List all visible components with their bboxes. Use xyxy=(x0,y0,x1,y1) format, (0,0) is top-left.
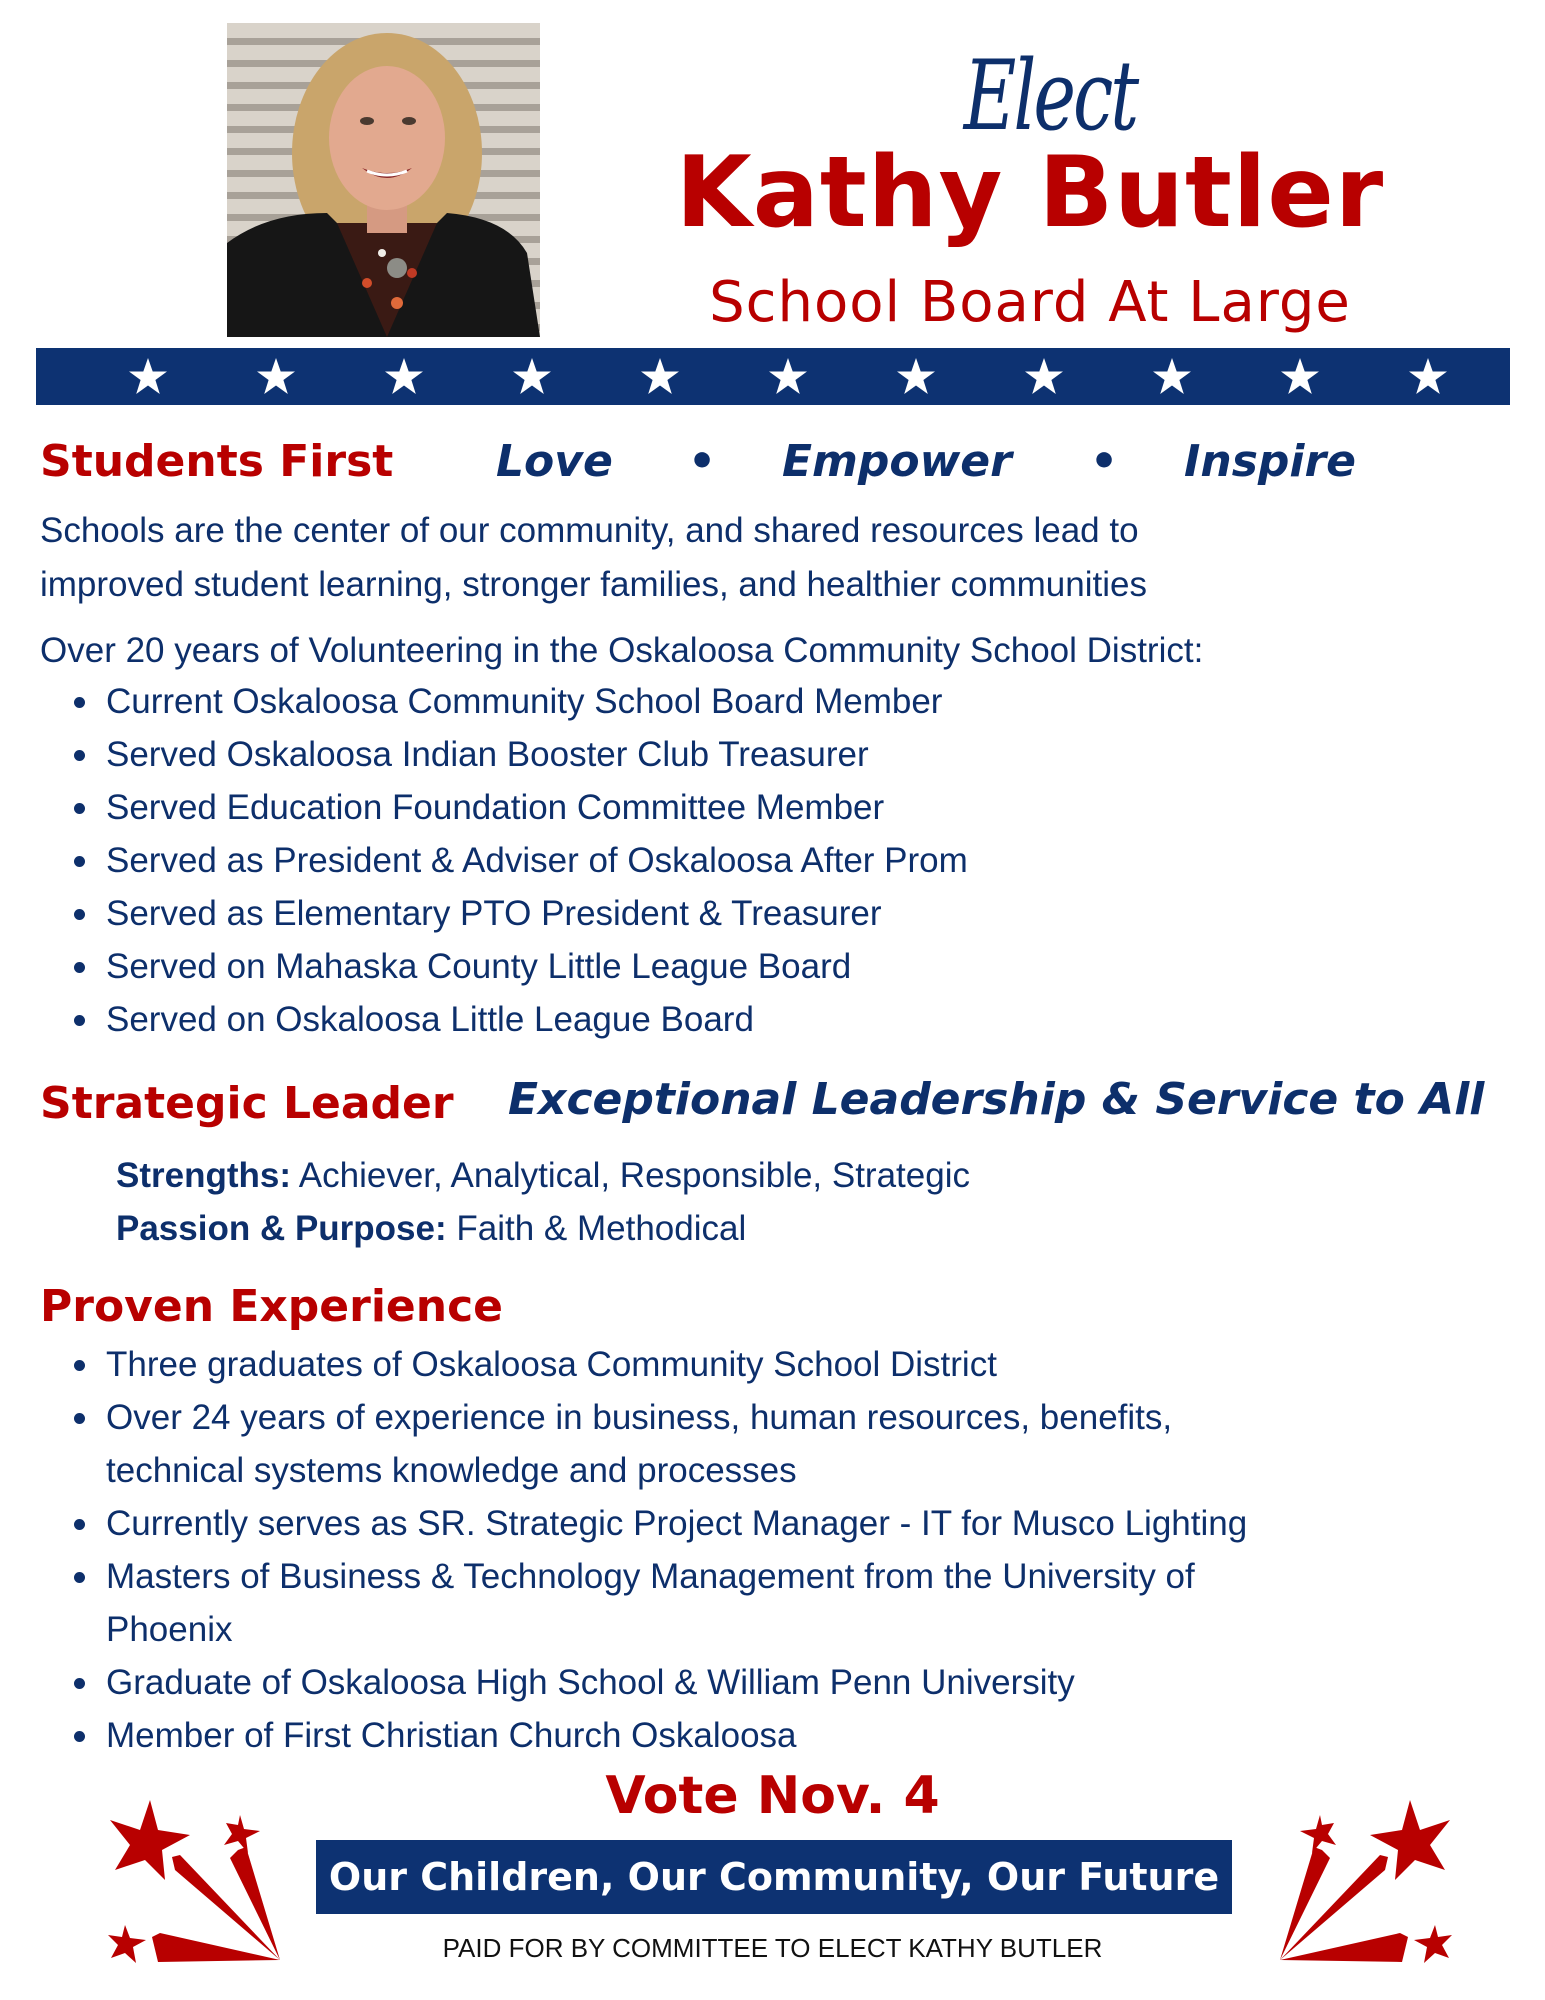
slogan-text: Our Children, Our Community, Our Future xyxy=(328,1855,1220,1899)
volunteer-list xyxy=(40,675,968,1046)
volunteer-intro: Over 20 years of Volunteering in the Oskaloosa Community School District: xyxy=(40,631,1204,670)
office-title: School Board At Large xyxy=(709,270,1351,335)
list-item xyxy=(40,728,968,781)
list-item-text: Over 24 years of experience in business, human resources, benefits, xyxy=(106,1398,1173,1437)
list-item-text: Three graduates of Oskaloosa Community School District xyxy=(106,1345,997,1384)
list-item xyxy=(40,993,968,1046)
star-icon xyxy=(512,357,552,397)
separator-dot: • xyxy=(1090,436,1119,487)
candidate-name: Kathy Butler xyxy=(675,136,1385,250)
star-icon xyxy=(1280,357,1320,397)
list-item xyxy=(40,887,968,940)
list-item-text: Graduate of Oskaloosa High School & William Penn University xyxy=(106,1663,1075,1702)
star-icon xyxy=(384,357,424,397)
statement-line: improved student learning, stronger families, and healthier communities xyxy=(40,565,1147,604)
list-item-text: Phoenix xyxy=(106,1610,233,1649)
star-icon xyxy=(256,357,296,397)
list-item-text: Served as President & Adviser of Oskaloosa After Prom xyxy=(106,841,968,880)
star-icon xyxy=(1024,357,1064,397)
star-icon xyxy=(768,357,808,397)
bullet-icon xyxy=(74,1519,85,1530)
star-icon xyxy=(108,1925,146,1963)
bullet-icon xyxy=(74,1413,85,1424)
shooting-stars-icon xyxy=(1240,1795,1480,1995)
list-item-text: Current Oskaloosa Community School Board Member xyxy=(106,682,943,721)
separator-dot: • xyxy=(688,436,717,487)
experience-list xyxy=(40,1338,1247,1762)
star-icon xyxy=(128,357,168,397)
statement-line: Schools are the center of our community, and shared resources lead to xyxy=(40,511,1139,550)
list-item xyxy=(40,1550,1247,1656)
strengths-value: Achiever, Analytical, Responsible, Strategic xyxy=(291,1156,970,1195)
portrait-image xyxy=(227,23,540,337)
list-item xyxy=(40,1391,1247,1497)
passion-line xyxy=(116,1211,746,1246)
list-item xyxy=(40,1709,1247,1762)
bullet-icon xyxy=(74,750,85,761)
star-icon xyxy=(224,1815,260,1853)
list-item xyxy=(40,781,968,834)
list-item-text: Served as Elementary PTO President & Treasurer xyxy=(106,894,882,933)
bullet-icon xyxy=(74,697,85,708)
elect-script-title: Elect xyxy=(963,40,1137,152)
list-item-text: Served on Mahaska County Little League Board xyxy=(106,947,852,986)
star-trail xyxy=(230,1847,280,1960)
bullet-icon xyxy=(74,1572,85,1583)
star-icon xyxy=(1152,357,1192,397)
list-item xyxy=(40,834,968,887)
candidate-photo xyxy=(227,23,540,337)
vote-date: Vote Nov. 4 xyxy=(605,1766,940,1826)
list-item xyxy=(40,1497,1247,1550)
strengths-line xyxy=(116,1158,970,1193)
list-item xyxy=(40,1656,1247,1709)
bullet-icon xyxy=(74,962,85,973)
passion-value: Faith & Methodical xyxy=(446,1209,747,1248)
value-love: Love xyxy=(496,436,613,487)
bullet-icon xyxy=(74,1015,85,1026)
list-item-text: Currently serves as SR. Strategic Project Manager - IT for Musco Lighting xyxy=(106,1504,1248,1543)
star-icon xyxy=(896,357,936,397)
list-item-text: technical systems knowledge and processes xyxy=(106,1451,797,1490)
bullet-icon xyxy=(74,856,85,867)
bullet-icon xyxy=(74,1360,85,1371)
list-item xyxy=(40,940,968,993)
star-trail xyxy=(152,1933,280,1962)
value-inspire: Inspire xyxy=(1184,436,1357,487)
star-icon xyxy=(1300,1815,1336,1853)
slogan-bar xyxy=(316,1840,1232,1914)
paid-for-disclaimer: PAID FOR BY COMMITTEE TO ELECT KATHY BUTLER xyxy=(442,1933,1103,1963)
list-item-text: Served on Oskaloosa Little League Board xyxy=(106,1000,754,1039)
list-item xyxy=(40,1338,1247,1391)
list-item-text: Member of First Christian Church Oskaloosa xyxy=(106,1716,797,1755)
value-empower: Empower xyxy=(782,436,1012,487)
proven-experience-heading: Proven Experience xyxy=(40,1281,503,1332)
bullet-icon xyxy=(74,1678,85,1689)
star-trail xyxy=(1280,1847,1330,1960)
star-trail xyxy=(1280,1933,1408,1962)
list-item-text: Masters of Business & Technology Management from the University of xyxy=(106,1557,1195,1596)
shooting-stars-icon xyxy=(80,1795,320,1995)
star-banner xyxy=(36,348,1510,405)
strategic-leader-heading: Strategic Leader xyxy=(40,1078,454,1129)
strategic-leader-tagline: Exceptional Leadership & Service to All xyxy=(508,1074,1485,1125)
bullet-icon xyxy=(74,803,85,814)
bullet-icon xyxy=(74,1731,85,1742)
bullet-icon xyxy=(74,909,85,920)
students-first-heading: Students First xyxy=(40,436,394,487)
star-icon xyxy=(640,357,680,397)
star-icon xyxy=(1408,357,1448,397)
list-item-text: Served Education Foundation Committee Member xyxy=(106,788,885,827)
strengths-label: Strengths: xyxy=(116,1156,291,1195)
list-item xyxy=(40,675,968,728)
list-item-text: Served Oskaloosa Indian Booster Club Treasurer xyxy=(106,735,869,774)
passion-label: Passion & Purpose: xyxy=(116,1209,447,1248)
star-icon xyxy=(1414,1925,1452,1963)
